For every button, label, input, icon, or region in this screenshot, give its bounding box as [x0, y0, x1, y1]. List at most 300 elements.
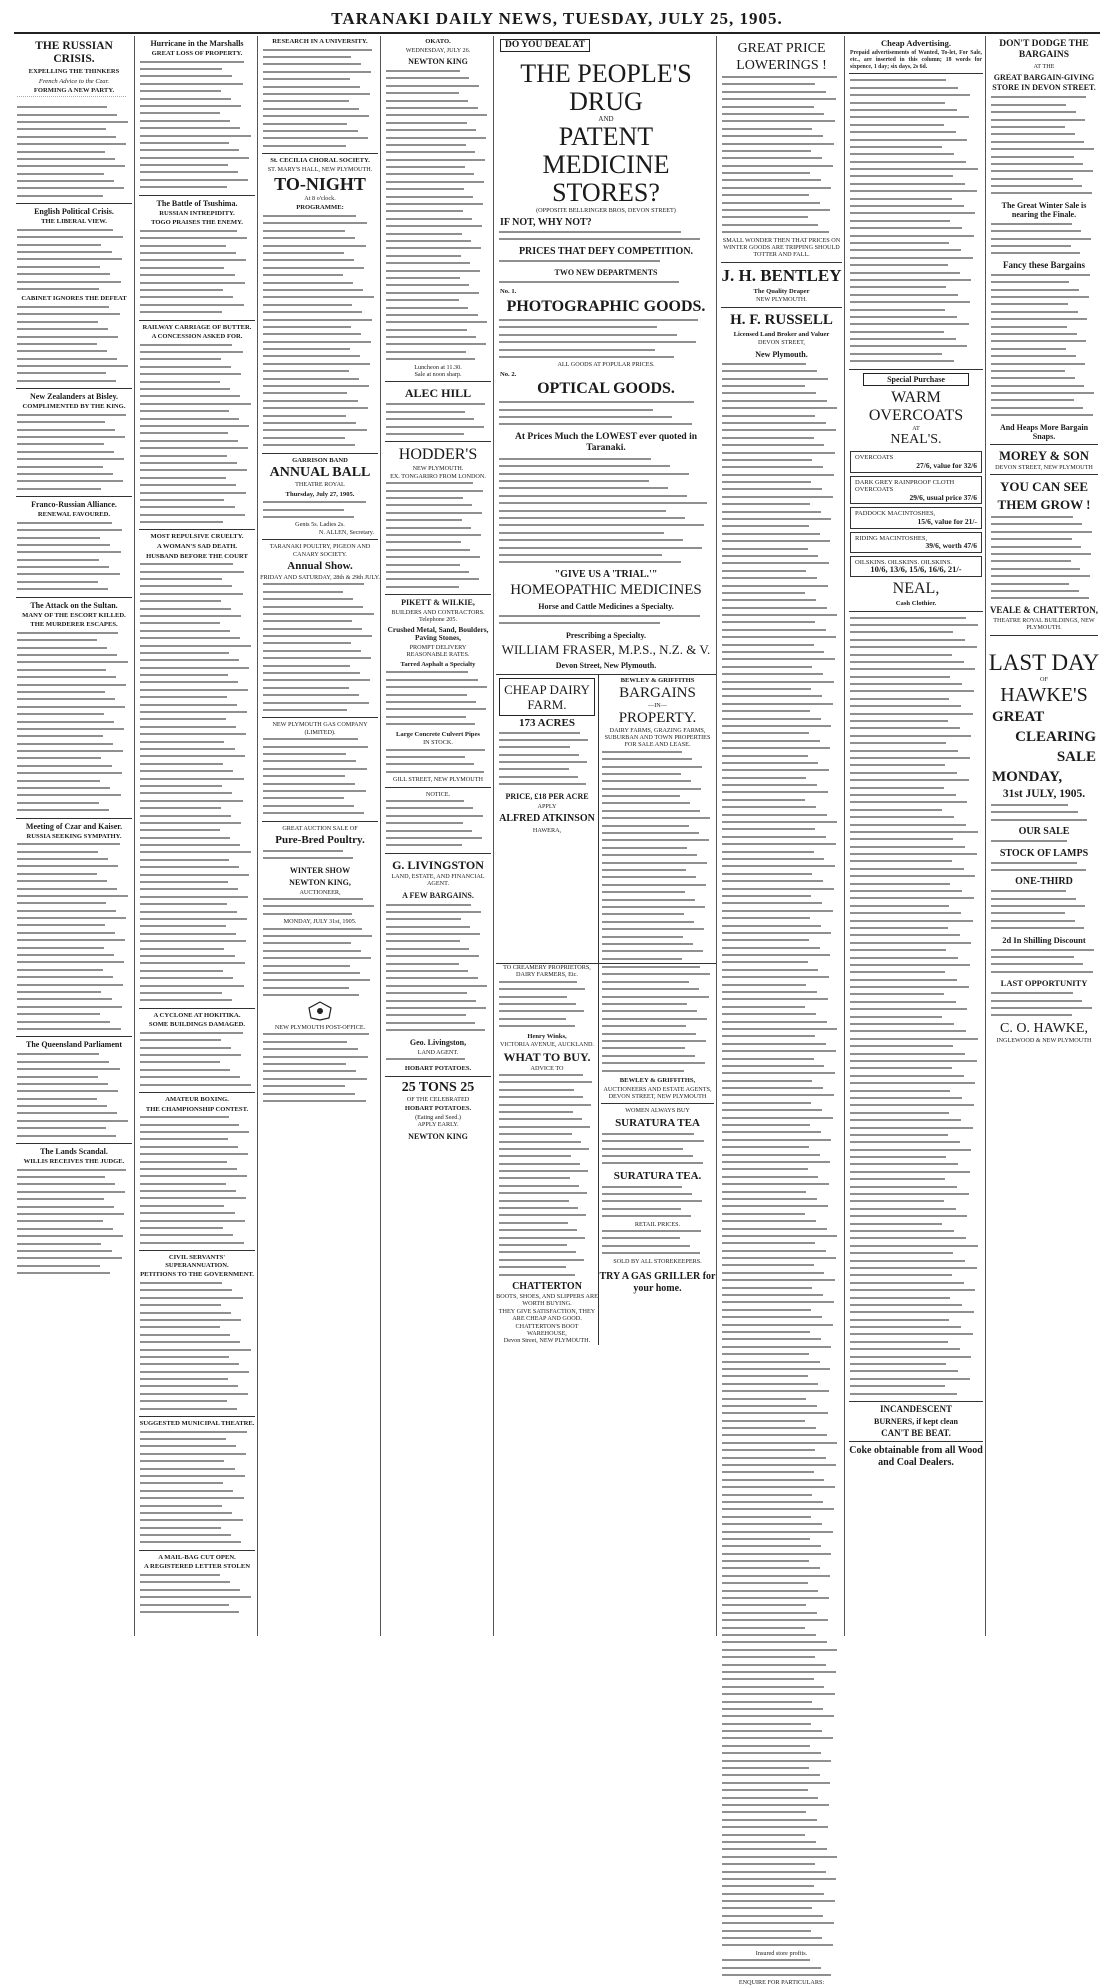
subhead: French Advice to the Czar.	[38, 77, 110, 85]
ad-veale-address: THEATRE ROYAL BUILDINGS, NEW PLYMOUTH.	[993, 616, 1095, 632]
ad-suratura-tea-2: SURATURA TEA.	[613, 1169, 702, 1182]
ad-secretary: N. ALLEN, Secretary.	[318, 528, 374, 536]
subhead: TOGO PRAISES THE ENEMY.	[151, 219, 243, 227]
bewley-property: PROPERTY.	[618, 709, 697, 726]
subhead: EXPELLING THE THINKERS	[28, 68, 120, 75]
ad-time: At 8 o'clock.	[304, 195, 336, 203]
ad-lower-left	[496, 964, 599, 1345]
ad-neal: NEAL,	[892, 579, 940, 597]
price-item-value: 27/6, value for 32/6	[916, 461, 977, 471]
article-body	[140, 228, 254, 317]
ad-luncheon: Luncheon at 11.30.	[414, 363, 462, 371]
divider	[16, 597, 132, 598]
article-body	[140, 1030, 254, 1089]
ad-row-lower	[496, 963, 716, 1345]
ad-great: GREAT	[992, 708, 1045, 725]
article-body	[991, 272, 1097, 420]
subhead: RENEWAL FAVOURED.	[37, 511, 111, 519]
divider	[139, 1092, 255, 1093]
bewley-in: —IN—	[648, 702, 667, 710]
ad-veale-chatterton: VEALE & CHATTERTON,	[989, 604, 1099, 615]
ad-devon-street: Devon Street, New Plymouth.	[555, 660, 657, 670]
subhead: CABINET IGNORES THE DEFEAT	[21, 295, 127, 303]
subhead: FORMING A NEW PARTY.	[33, 87, 115, 95]
ad-at-the: AT THE	[1033, 63, 1055, 70]
bewley-bargains: BARGAINS	[619, 685, 696, 702]
classifieds	[850, 77, 982, 365]
divider	[721, 307, 842, 308]
ad-auction-sale: GREAT AUCTION SALE OF	[282, 824, 358, 832]
article-body	[386, 902, 490, 1035]
article-body	[263, 926, 377, 1000]
divider	[139, 1550, 255, 1551]
article-body	[17, 304, 131, 385]
ad-bewley-auctioneers: BEWLEY & GRIFFITHS,	[619, 1076, 696, 1084]
divider	[849, 369, 983, 370]
article-body	[722, 361, 841, 997]
article-body	[602, 1131, 713, 1168]
ad-william-fraser: WILLIAM FRASER, M.P.S., N.Z. & V.	[501, 641, 711, 657]
subhead: A REGISTERED LETTER STOLEN	[144, 1563, 250, 1571]
ad-bargain-store: GREAT BARGAIN-GIVING STORE IN DEVON STREET.	[992, 73, 1096, 92]
divider	[721, 262, 842, 263]
article-body	[499, 730, 595, 789]
dairy-farm-title: CHEAP DAIRY FARM.	[504, 681, 590, 712]
article-body	[991, 802, 1097, 824]
ad-cheap-advertising: Cheap Advertising.	[881, 38, 951, 48]
divider	[385, 853, 491, 854]
ad-morey-son: MOREY & SON	[999, 448, 1089, 463]
ad-peoples-drug: THE PEOPLE'S DRUG	[520, 59, 692, 116]
ad-our-sale: OUR SALE	[1018, 826, 1070, 838]
ad-poultry-society: TARANAKI POULTRY, PIGEON AND CANARY SOCIETY.	[269, 543, 371, 558]
ad-annual-ball: ANNUAL BALL	[269, 465, 371, 481]
article-body	[602, 1228, 713, 1258]
divider	[385, 381, 491, 382]
classifieds	[850, 615, 982, 1398]
ad-bewley-griffiths	[599, 675, 716, 964]
ad-sale-date: MONDAY, JULY 31st, 1905.	[283, 918, 357, 926]
divider	[139, 195, 255, 196]
dairy-farm-acres: 173 ACRES	[519, 716, 575, 729]
headline-russian-crisis: THE RUSSIAN CRISIS.	[35, 40, 113, 65]
ad-tarred-asphalt: Tarred Asphalt a Specialty	[400, 660, 476, 668]
ad-photographic: PHOTOGRAPHIC GOODS.	[506, 297, 706, 315]
ad-hobart-2: HOBART POTATOES.	[404, 1105, 472, 1113]
article-body	[17, 1051, 131, 1140]
divider	[16, 203, 132, 204]
ad-small-wonder: SMALL WONDER THEN THAT PRICES ON WINTER GOODS ARE TRIPPING SHOULD TOTTER AND FALL.	[722, 236, 841, 259]
price-item-label: OVERCOATS	[855, 454, 894, 462]
ad-hodders-location: NEW PLYMOUTH.	[412, 465, 464, 473]
divider	[139, 1416, 255, 1417]
article-body	[499, 258, 713, 265]
ad-newton-king-2: NEWTON KING	[408, 1131, 468, 1141]
ad-garrison-band: GARRISON BAND	[292, 456, 348, 464]
ad-venue: ST. MARY'S HALL, NEW PLYMOUTH.	[267, 165, 373, 173]
special-purchase-box	[863, 373, 969, 386]
bewley-types: DAIRY FARMS, GRAZING FARMS, SUBURBAN AND TOWN PROPERTIES FOR SALE AND LEASE.	[604, 726, 711, 749]
price-item	[850, 451, 982, 472]
ad-lower-right	[599, 964, 716, 1345]
ad-apply-early: APPLY EARLY.	[417, 1121, 459, 1129]
subhead: THE MURDERER ESCAPES.	[30, 621, 118, 629]
article-body	[140, 1280, 254, 1413]
ad-stock-lamps: STOCK OF LAMPS	[999, 847, 1089, 859]
ad-sale-date: 31st JULY, 1905.	[1002, 787, 1086, 800]
notice-label: NOTICE.	[425, 790, 451, 798]
article-body	[991, 888, 1097, 932]
divider	[139, 320, 255, 321]
ad-pikett-wilkie: PIKETT & WILKIE,	[401, 598, 475, 608]
subhead: GREAT LOSS OF PROPERTY.	[151, 50, 243, 57]
headline-amateur-boxing: AMATEUR BOXING.	[165, 1095, 229, 1103]
ad-creamery: TO CREAMERY PROPRIETORS, DAIRY FARMERS, Etc.	[503, 964, 591, 979]
price-item	[850, 556, 982, 577]
subhead: HUSBAND BEFORE THE COURT	[146, 552, 248, 560]
article-body	[263, 581, 377, 714]
article-body	[499, 399, 713, 429]
divider	[385, 1076, 491, 1077]
ad-newton-king: NEWTON KING,	[289, 877, 351, 887]
ad-homeopathic: HOMEOPATHIC MEDICINES	[510, 581, 702, 598]
divider	[139, 529, 255, 530]
subhead: COMPLIMENTED BY THE KING.	[22, 403, 126, 411]
ad-date: Thursday, July 27, 1905.	[285, 490, 355, 498]
subhead: RUSSIAN INTREPIDITY.	[159, 209, 235, 217]
ad-and: AND	[598, 115, 614, 123]
article-body	[499, 317, 713, 361]
ad-monday: MONDAY,	[992, 768, 1063, 785]
ad-fancy-bargains: Fancy these Bargains	[1003, 259, 1085, 270]
dairy-farm-apply: APPLY	[537, 802, 557, 810]
ad-great-price-lowerings: GREAT PRICE LOWERINGS !	[736, 41, 827, 73]
ad-of: OF	[1040, 675, 1048, 683]
divider	[16, 1143, 132, 1144]
subhead: MANY OF THE ESCORT KILLED.	[22, 611, 126, 619]
divider	[849, 73, 983, 74]
headline-municipal-theatre: SUGGESTED MUNICIPAL THEATRE.	[139, 1420, 255, 1428]
subhead: A WOMAN'S SAD DEATH.	[157, 543, 237, 551]
ad-25-tons: 25 TONS 25	[401, 1079, 475, 1095]
ad-hawke-address: INGLEWOOD & NEW PLYMOUTH	[996, 1036, 1092, 1044]
ad-no2: No. 2.	[500, 370, 517, 378]
ad-crushed-metal: Crushed Metal, Sand, Boulders, Paving Stones,	[387, 624, 489, 643]
article-body	[386, 747, 490, 777]
article-body	[499, 613, 713, 628]
ad-you-can-see: YOU CAN SEE THEM GROW !	[997, 479, 1091, 513]
ad-auctioneers-agents: AUCTIONEERS AND ESTATE AGENTS,	[603, 1085, 712, 1093]
ad-address: (OPPOSITE BELLRINGER BROS, DEVON STREET)	[536, 207, 676, 215]
ad-lowest-prices: At Prices Much the LOWEST ever quoted in Taranaki.	[515, 431, 697, 453]
ad-heaps-more: And Heaps More Bargain Snaps.	[999, 422, 1089, 441]
ad-neals: NEAL'S.	[890, 432, 942, 448]
ad-horse-cattle: Horse and Cattle Medicines a Specialty.	[538, 601, 674, 611]
headline-english-political-crisis: English Political Crisis.	[34, 207, 114, 217]
ad-retail-prices: RETAIL PRICES.	[634, 1220, 681, 1228]
price-item	[850, 532, 982, 553]
article-body	[386, 669, 490, 728]
ad-at: AT	[912, 425, 920, 433]
ad-newton-king: NEWTON KING	[408, 57, 468, 66]
article-body	[991, 514, 1097, 603]
ad-hobart: HOBART POTATOES.	[404, 1065, 472, 1073]
subhead: THE LIBERAL VIEW.	[41, 218, 107, 226]
ad-gill-street: GILL STREET, NEW PLYMOUTH	[392, 776, 483, 784]
ad-co-hawke: C. O. HAWKE,	[1000, 1020, 1088, 1036]
headline-franco-russian: Franco-Russian Alliance.	[31, 500, 117, 510]
ad-cant-be-beat: CAN'T BE BEAT.	[881, 1427, 951, 1438]
ad-show-dates: FRIDAY AND SATURDAY, 28th & 29th JULY.	[260, 573, 380, 581]
subhead: SOME BUILDINGS DAMAGED.	[148, 1021, 246, 1029]
headline-repulsive-cruelty: MOST REPULSIVE CRUELTY.	[150, 533, 244, 541]
article-body	[386, 401, 490, 438]
article-body	[499, 979, 595, 1031]
ad-prices-defy: PRICES THAT DEFY COMPETITION.	[518, 245, 694, 257]
ad-winter-sale: The Great Winter Sale is nearing the Finale.	[1001, 200, 1087, 219]
ad-chatterton: CHATTERTON	[512, 1280, 582, 1292]
divider	[990, 635, 1098, 636]
ad-culvert-pipes: Large Concrete Culvert Pipes	[396, 730, 480, 738]
article-body	[140, 561, 254, 1004]
column-1	[14, 36, 135, 1636]
divider	[849, 611, 983, 612]
article-body	[722, 1957, 841, 1979]
ad-no1: No. 1.	[500, 288, 517, 296]
ad-enquire: ENQUIRE FOR PARTICULARS:	[738, 1979, 825, 1987]
article-body	[499, 1072, 595, 1279]
ad-if-not: IF NOT, WHY NOT?	[500, 216, 592, 228]
ad-st-cecilia: St. CECILIA CHORAL SOCIETY.	[270, 157, 370, 165]
price-item-value: 15/6, value for 21/-	[917, 517, 977, 526]
ad-reasonable-rates: REASONABLE RATES.	[406, 651, 470, 659]
ad-hodders-ship: EX. TONGARIRO FROM LONDON.	[390, 472, 486, 480]
article-body	[602, 964, 713, 1075]
divider	[385, 441, 491, 442]
ad-okato: OKATO.	[425, 38, 451, 45]
price-item	[850, 476, 982, 505]
divider	[262, 717, 378, 718]
dairy-farm-town: HAWERA,	[532, 827, 562, 835]
ad-land-agent: LAND, ESTATE, AND FINANCIAL AGENT.	[391, 872, 485, 888]
article-body	[602, 1184, 713, 1221]
headline-lands-scandal: The Lands Scandal.	[40, 1147, 108, 1157]
programme-list	[263, 213, 377, 450]
divider	[601, 1103, 714, 1104]
ad-prescribing: Prescribing a Specialty.	[565, 630, 647, 640]
ad-suratura-tea: SURATURA TEA	[615, 1116, 700, 1129]
ad-discount: 2d In Shilling Discount	[1002, 934, 1086, 945]
ad-give-trial: "GIVE US A 'TRIAL.'"	[554, 568, 658, 580]
price-item-value: 29/6, usual price 37/6	[909, 492, 977, 502]
ad-quality-draper: The Quality Draper	[753, 287, 810, 295]
ad-warm-overcoats: WARM OVERCOATS	[868, 389, 964, 425]
article-body	[263, 47, 377, 150]
ad-few-bargains: A FEW BARGAINS.	[402, 890, 474, 900]
divider	[139, 1008, 255, 1009]
ad-incandescent: INCANDESCENT	[879, 1403, 952, 1414]
headline-research: RESEARCH IN A UNIVERSITY.	[272, 38, 368, 45]
article-body	[499, 279, 713, 286]
article-body	[17, 412, 131, 493]
article-body	[722, 996, 841, 1550]
ad-women-buy: WOMEN ALWAYS BUY	[625, 1107, 690, 1115]
ad-telephone: Telephone 205.	[418, 616, 458, 624]
article-body	[263, 499, 377, 521]
article-body	[499, 456, 713, 567]
ad-gas-griller: TRY A GAS GRILLER for your home.	[599, 1271, 716, 1295]
ad-annual-show: Annual Show.	[287, 559, 353, 572]
ad-russell-town: New Plymouth.	[755, 349, 808, 359]
ad-sale-time: Sale at noon sharp.	[414, 371, 462, 379]
ad-optical: OPTICAL GOODS.	[537, 380, 675, 398]
ad-sale: SALE	[1056, 748, 1096, 765]
divider	[849, 1401, 983, 1402]
article-body	[263, 848, 377, 863]
headline-hurricane: Hurricane in the Marshalls	[150, 39, 244, 48]
ad-programme-label: PROGRAMME:	[296, 204, 344, 212]
article-body	[991, 838, 1097, 845]
divider	[16, 496, 132, 497]
ad-popular-prices: ALL GOODS AT POPULAR PRICES.	[557, 361, 655, 369]
headline-czar-kaiser: Meeting of Czar and Kaiser.	[25, 821, 123, 831]
divider	[262, 821, 378, 822]
column-3	[260, 36, 381, 1636]
subhead: RUSSIA SEEKING SYMPATHY.	[26, 832, 122, 840]
ad-victoria-ave: VICTORIA AVENUE, AUCKLAND.	[500, 1041, 594, 1049]
column-4	[383, 36, 494, 1636]
special-purchase-label: Special Purchase	[887, 374, 945, 384]
ad-hawkes: HAWKE'S	[1000, 683, 1088, 706]
ad-dont-dodge: DON'T DODGE THE BARGAINS	[999, 39, 1089, 60]
headline-mail-bag: A MAIL-BAG CUT OPEN.	[158, 1553, 236, 1561]
column-2	[137, 36, 258, 1636]
headline-railway-butter: RAILWAY CARRIAGE OF BUTTER.	[142, 323, 252, 331]
ad-russell-street: DEVON STREET,	[758, 339, 805, 347]
ad-builders: BUILDERS AND CONTRACTORS.	[391, 609, 485, 617]
divider	[262, 453, 378, 454]
ad-land-agent-2: LAND AGENT.	[417, 1048, 459, 1056]
article-body	[263, 736, 377, 817]
article-body	[386, 798, 490, 850]
column-8	[988, 36, 1100, 1636]
article-body	[140, 1572, 254, 1616]
article-body	[17, 1167, 131, 1278]
subhead: PETITIONS TO THE GOVERNMENT.	[140, 1271, 254, 1279]
divider	[262, 539, 378, 540]
article-body	[991, 221, 1097, 258]
headline-civil-servants: CIVIL SERVANTS' SUPERANNUATION.	[165, 1254, 229, 1269]
ad-devon-st: DEVON STREET, NEW PLYMOUTH	[608, 1092, 707, 1100]
article-body	[991, 94, 1097, 197]
article-body	[17, 520, 131, 594]
article-body	[722, 74, 841, 237]
ad-celebrated: OF THE CELEBRATED	[406, 1095, 470, 1103]
ad-in-stock: IN STOCK.	[423, 739, 453, 747]
column-5	[496, 36, 717, 1636]
ad-burners: BURNERS, if kept clean	[873, 1416, 958, 1426]
column-6	[719, 36, 845, 1987]
divider	[16, 388, 132, 389]
ad-two-departments: TWO NEW DEPARTMENTS	[554, 267, 658, 277]
ad-bentley-town: NEW PLYMOUTH.	[756, 296, 807, 304]
article-body	[722, 1551, 841, 1950]
ad-okato-date: WEDNESDAY, JULY 26.	[405, 46, 471, 54]
ad-alec-hill: ALEC HILL	[404, 386, 472, 401]
ad-jh-bentley: J. H. BENTLEY	[721, 265, 842, 285]
divider	[385, 787, 491, 788]
ad-price: Gents 5s. Ladies 2s.	[295, 521, 345, 529]
ad-cash-clothier: Cash Clothier.	[895, 599, 937, 607]
divider	[990, 444, 1098, 445]
headline-cyclone: A CYCLONE AT HOKITIKA.	[153, 1011, 241, 1019]
divider	[385, 594, 491, 595]
ad-what-to-buy: WHAT TO BUY.	[503, 1049, 591, 1064]
article-body	[140, 1429, 254, 1547]
ad-gas-company: NEW PLYMOUTH GAS COMPANY (LIMITED).	[272, 721, 368, 736]
ad-tonight: TO-NIGHT	[274, 174, 366, 195]
article-body	[140, 59, 254, 192]
ad-cheap-dairy-farm	[496, 675, 599, 964]
article-body	[386, 480, 490, 591]
ad-patent-medicine: PATENT MEDICINE STORES?	[542, 122, 670, 208]
article-body	[602, 749, 713, 963]
article-body	[499, 229, 713, 244]
divider	[16, 818, 132, 819]
dairy-farm-box	[499, 678, 595, 716]
ad-advice-to: ADVICE TO	[530, 1064, 564, 1072]
newspaper-page	[14, 36, 1100, 1987]
ad-chatterton-satisfaction: THEY GIVE SATISFACTION, THEY ARE CHEAP AND GOOD.	[498, 1307, 596, 1323]
article-body	[17, 227, 131, 294]
ad-land-broker: Licensed Land Broker and Valuer	[733, 330, 830, 338]
article-body	[991, 860, 1097, 875]
ad-hf-russell: H. F. RUSSELL	[730, 311, 833, 328]
price-item-label: RIDING MACINTOSHES,	[855, 534, 928, 542]
article-body	[386, 1056, 490, 1063]
ad-auctioneer: AUCTIONEER,	[299, 888, 341, 896]
ad-post-office: NEW PLYMOUTH POST-OFFICE.	[274, 1023, 366, 1031]
article-body	[991, 990, 1097, 1020]
ad-theatre: THEATRE ROYAL	[295, 481, 345, 489]
dairy-farm-agent: ALFRED ATKINSON	[499, 813, 595, 825]
ad-insured-store: Insured store profits.	[755, 1949, 808, 1957]
article-body	[263, 896, 377, 918]
article-body	[17, 841, 131, 1033]
article-body	[263, 1031, 377, 1105]
divider	[849, 1441, 983, 1442]
ad-morey-address: DEVON STREET, NEW PLYMOUTH	[995, 463, 1093, 471]
ad-one-third: ONE-THIRD	[1015, 876, 1073, 888]
divider	[16, 1036, 132, 1037]
ad-cheap-advertising-body: Prepaid advertisements of Wanted, To-let, For Sale, etc., are inserted in this column; 18 words for sixpence, 1 day; six days, 2s 6d.	[850, 50, 982, 70]
article-body	[17, 630, 131, 815]
article-body	[991, 947, 1097, 977]
ad-chatterton-warehouse: CHATTERTON'S BOOT WAREHOUSE,	[515, 1322, 579, 1337]
subhead: THE CHAMPIONSHIP CONTEST.	[145, 1105, 249, 1113]
column-7	[847, 36, 986, 1636]
ad-storekeepers: SOLD BY ALL STOREKEEPERS.	[613, 1257, 702, 1265]
price-item-value: 10/6, 13/6, 15/6, 16/6, 21/-	[870, 564, 962, 575]
divider	[262, 153, 378, 154]
headline-tsushima: The Battle of Tsushima.	[156, 198, 238, 208]
price-item-label: OILSKINS. OILSKINS. OILSKINS.	[855, 558, 952, 566]
price-item-label: DARK GREY RAINPROOF CLOTH OVERCOATS	[855, 478, 955, 494]
ad-winter-show: WINTER SHOW	[289, 865, 351, 875]
divider	[139, 1250, 255, 1251]
price-item	[850, 507, 982, 528]
ad-geo-livingston: Geo. Livingston,	[409, 1037, 467, 1047]
